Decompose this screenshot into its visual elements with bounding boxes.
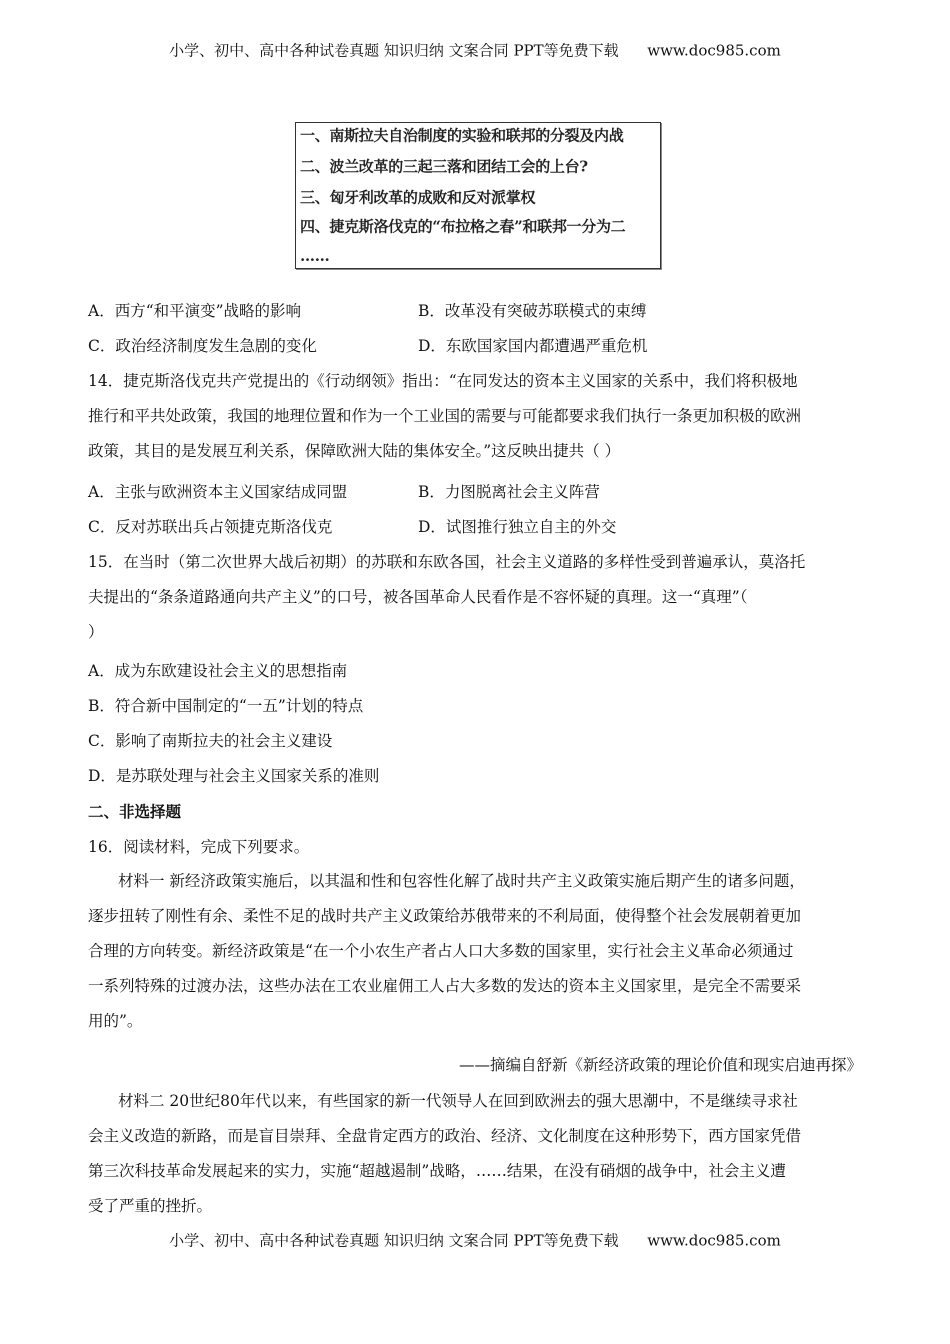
material-one-line: 一系列特殊的过渡办法，这些办法在工农业雇佣工人占大多数的发达的资本主义国家里，是完全不需要采: [88, 977, 802, 995]
q16-stem: 16．阅读材料，完成下列要求。: [88, 838, 310, 856]
q13-option-d: D．东欧国家国内都遭遇严重危机: [418, 337, 648, 355]
q13-option-a: A．西方“和平演变”战略的影响: [88, 302, 302, 320]
material-one-source: ——摘编自舒新《新经济政策的理论价值和现实启迪再探》: [458, 1056, 862, 1074]
outline-line: 一、南斯拉夫自治制度的实验和联邦的分裂及内战: [300, 126, 624, 145]
q15-stem: ）: [88, 623, 104, 641]
chapter-outline-box: [295, 122, 661, 269]
material-one-line: 合理的方向转变。新经济政策是“在一个小农生产者占人口大多数的国家里，实行社会主义革命必须通过: [88, 942, 794, 960]
section-heading: 二、非选择题: [88, 803, 182, 821]
q15-stem: 夫提出的“条条道路通向共产主义”的口号，被各国革命人民看作是不容怀疑的真理。这一“真理”（: [88, 588, 748, 606]
q15-option-d: D．是苏联处理与社会主义国家关系的准则: [88, 767, 380, 785]
q13-option-b: B．改革没有突破苏联模式的束缚: [418, 302, 647, 320]
material-two-line: 材料二 20世纪80年代以来，有些国家的新一代领导人在回到欧洲去的强大思潮中，不是继续寻求社: [118, 1092, 798, 1110]
outline-line: 四、捷克斯洛伐克的“布拉格之春”和联邦一分为二: [300, 217, 626, 236]
page-footer: 小学、初中、高中各种试卷真题 知识归纳 文案合同 PPT等免费下载 www.doc985.com: [169, 1231, 781, 1250]
q15-stem: 15．在当时（第二次世界大战后初期）的苏联和东欧各国，社会主义道路的多样性受到普遍承认，莫洛托: [88, 553, 806, 571]
material-two-line: 会主义改造的新路，而是盲目崇拜、全盘肯定西方的政治、经济、文化制度在这种形势下，西方国家凭借: [88, 1127, 802, 1145]
q14-option-a: A．主张与欧洲资本主义国家结成同盟: [88, 483, 348, 501]
q14-option-d: D．试图推行独立自主的外交: [418, 518, 617, 536]
q15-option-c: C．影响了南斯拉夫的社会主义建设: [88, 732, 333, 750]
q15-option-b: B．符合新中国制定的“一五”计划的特点: [88, 697, 364, 715]
q14-stem: 14．捷克斯洛伐克共产党提出的《行动纲领》指出：“在同发达的资本主义国家的关系中，我们将积极地: [88, 372, 798, 390]
material-one-line: 用的”。: [88, 1012, 143, 1030]
q14-stem: 推行和平共处政策，我国的地理位置和作为一个工业国的需要与可能都要求我们执行一条更加积极的欧洲: [88, 407, 802, 425]
outline-line: 三、匈牙利改革的成败和反对派掌权: [300, 188, 536, 207]
material-two-line: 受了严重的挫折。: [88, 1197, 213, 1215]
q14-option-b: B．力图脱离社会主义阵营: [418, 483, 600, 501]
q13-option-c: C．政治经济制度发生急剧的变化: [88, 337, 317, 355]
material-two-line: 第三次科技革命发展起来的实力，实施“超越遏制”战略，……结果，在没有硝烟的战争中，社会主义遭: [88, 1162, 786, 1180]
outline-line: ……: [300, 247, 330, 265]
page-header: 小学、初中、高中各种试卷真题 知识归纳 文案合同 PPT等免费下载 www.doc985.com: [169, 41, 781, 60]
material-one-line: 材料一 新经济政策实施后，以其温和性和包容性化解了战时共产主义政策实施后期产生的诸多问题，: [118, 872, 805, 890]
q14-option-c: C．反对苏联出兵占领捷克斯洛伐克: [88, 518, 333, 536]
q15-option-a: A．成为东欧建设社会主义的思想指南: [88, 662, 348, 680]
outline-line: 二、波兰改革的三起三落和团结工会的上台?: [300, 157, 588, 176]
material-one-line: 逐步扭转了刚性有余、柔性不足的战时共产主义政策给苏俄带来的不利局面，使得整个社会发展朝着更加: [88, 907, 802, 925]
q14-stem: 政策，其目的是发展互利关系，保障欧洲大陆的集体安全。”这反映出捷共（ ）: [88, 442, 621, 460]
